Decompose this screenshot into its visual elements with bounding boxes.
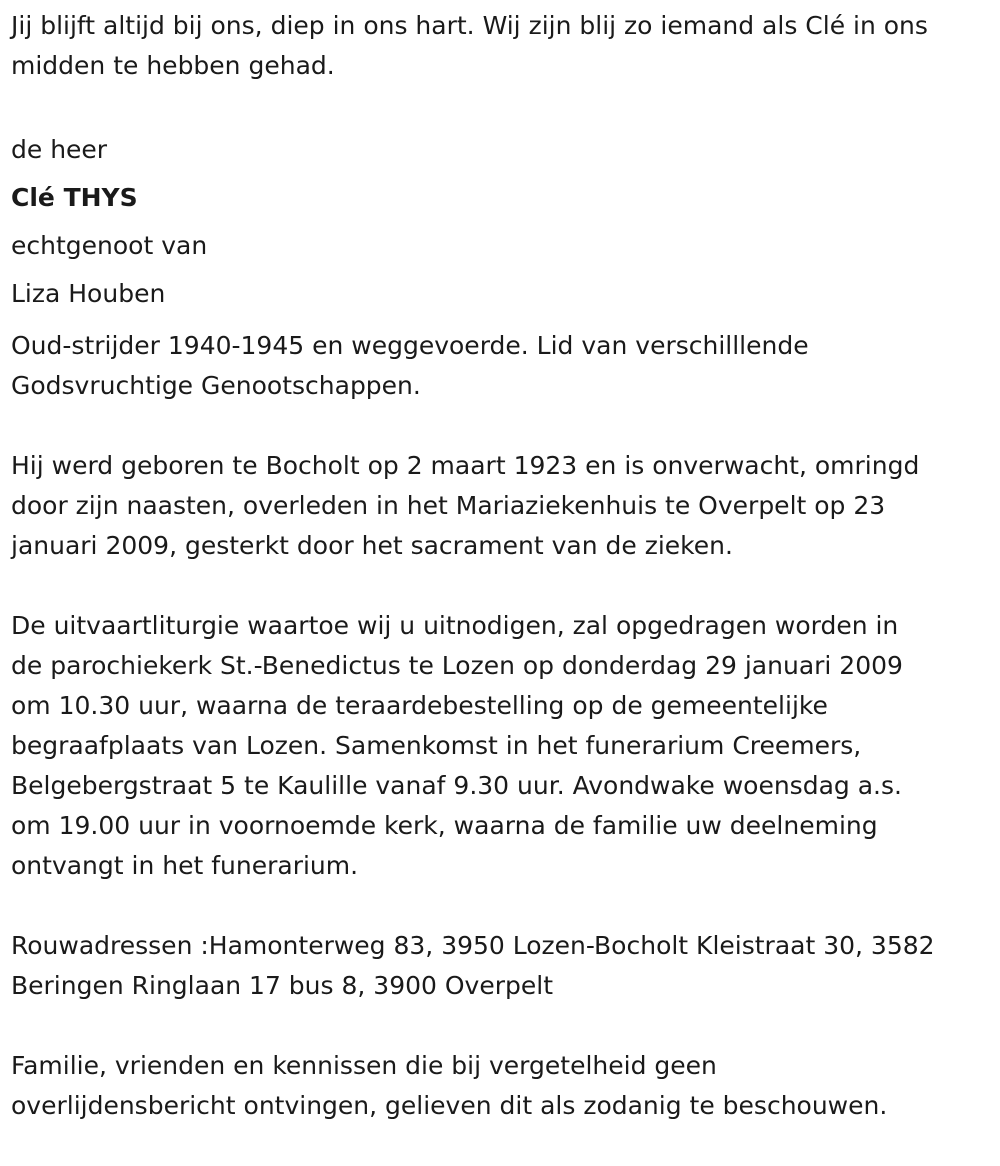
text-line: ontvangt in het funerarium. <box>11 851 359 880</box>
text-line: midden te hebben gehad. <box>11 51 335 80</box>
text-line: Godsvruchtige Genootschappen. <box>11 371 421 400</box>
intro-paragraph <box>11 6 990 86</box>
text-line: Jij blijft altijd bij ons, diep in ons hart. Wij zijn blij zo iemand als Clé in ons <box>11 11 928 40</box>
title-prefix: de heer <box>11 135 108 164</box>
spouse-label: echtgenoot van <box>11 231 208 260</box>
name-block <box>11 126 990 318</box>
text-line: door zijn naasten, overleden in het Mariaziekenhuis te Overpelt op 23 <box>11 491 886 520</box>
text-line: januari 2009, gesterkt door het sacrament van de zieken. <box>11 531 733 560</box>
text-line: De uitvaartliturgie waartoe wij u uitnodigen, zal opgedragen worden in <box>11 611 899 640</box>
text-line: Belgebergstraat 5 te Kaulille vanaf 9.30 uur. Avondwake woensdag a.s. <box>11 771 902 800</box>
addresses-paragraph <box>11 926 990 1006</box>
text-line: Oud-strijder 1940-1945 en weggevoerde. Lid van verschilllende <box>11 331 809 360</box>
text-line: Hij werd geboren te Bocholt op 2 maart 1923 en is onverwacht, omringd <box>11 451 920 480</box>
birth-death-paragraph <box>11 446 990 566</box>
text-line: om 19.00 uur in voornoemde kerk, waarna de familie uw deelneming <box>11 811 878 840</box>
closing-paragraph <box>11 1046 990 1126</box>
text-line: Beringen Ringlaan 17 bus 8, 3900 Overpelt <box>11 971 553 1000</box>
deceased-name: Clé THYS <box>11 183 138 212</box>
text-line: Familie, vrienden en kennissen die bij vergetelheid geen <box>11 1051 717 1080</box>
text-line: overlijdensbericht ontvingen, gelieven dit als zodanig te beschouwen. <box>11 1091 888 1120</box>
spouse-name: Liza Houben <box>11 279 166 308</box>
memberships-paragraph <box>11 326 990 406</box>
text-line: de parochiekerk St.-Benedictus te Lozen op donderdag 29 januari 2009 <box>11 651 903 680</box>
text-line: begraafplaats van Lozen. Samenkomst in het funerarium Creemers, <box>11 731 862 760</box>
funeral-paragraph <box>11 606 990 886</box>
text-line: Rouwadressen :Hamonterweg 83, 3950 Lozen-Bocholt Kleistraat 30, 3582 <box>11 931 935 960</box>
text-line: om 10.30 uur, waarna de teraardebestelling op de gemeentelijke <box>11 691 828 720</box>
